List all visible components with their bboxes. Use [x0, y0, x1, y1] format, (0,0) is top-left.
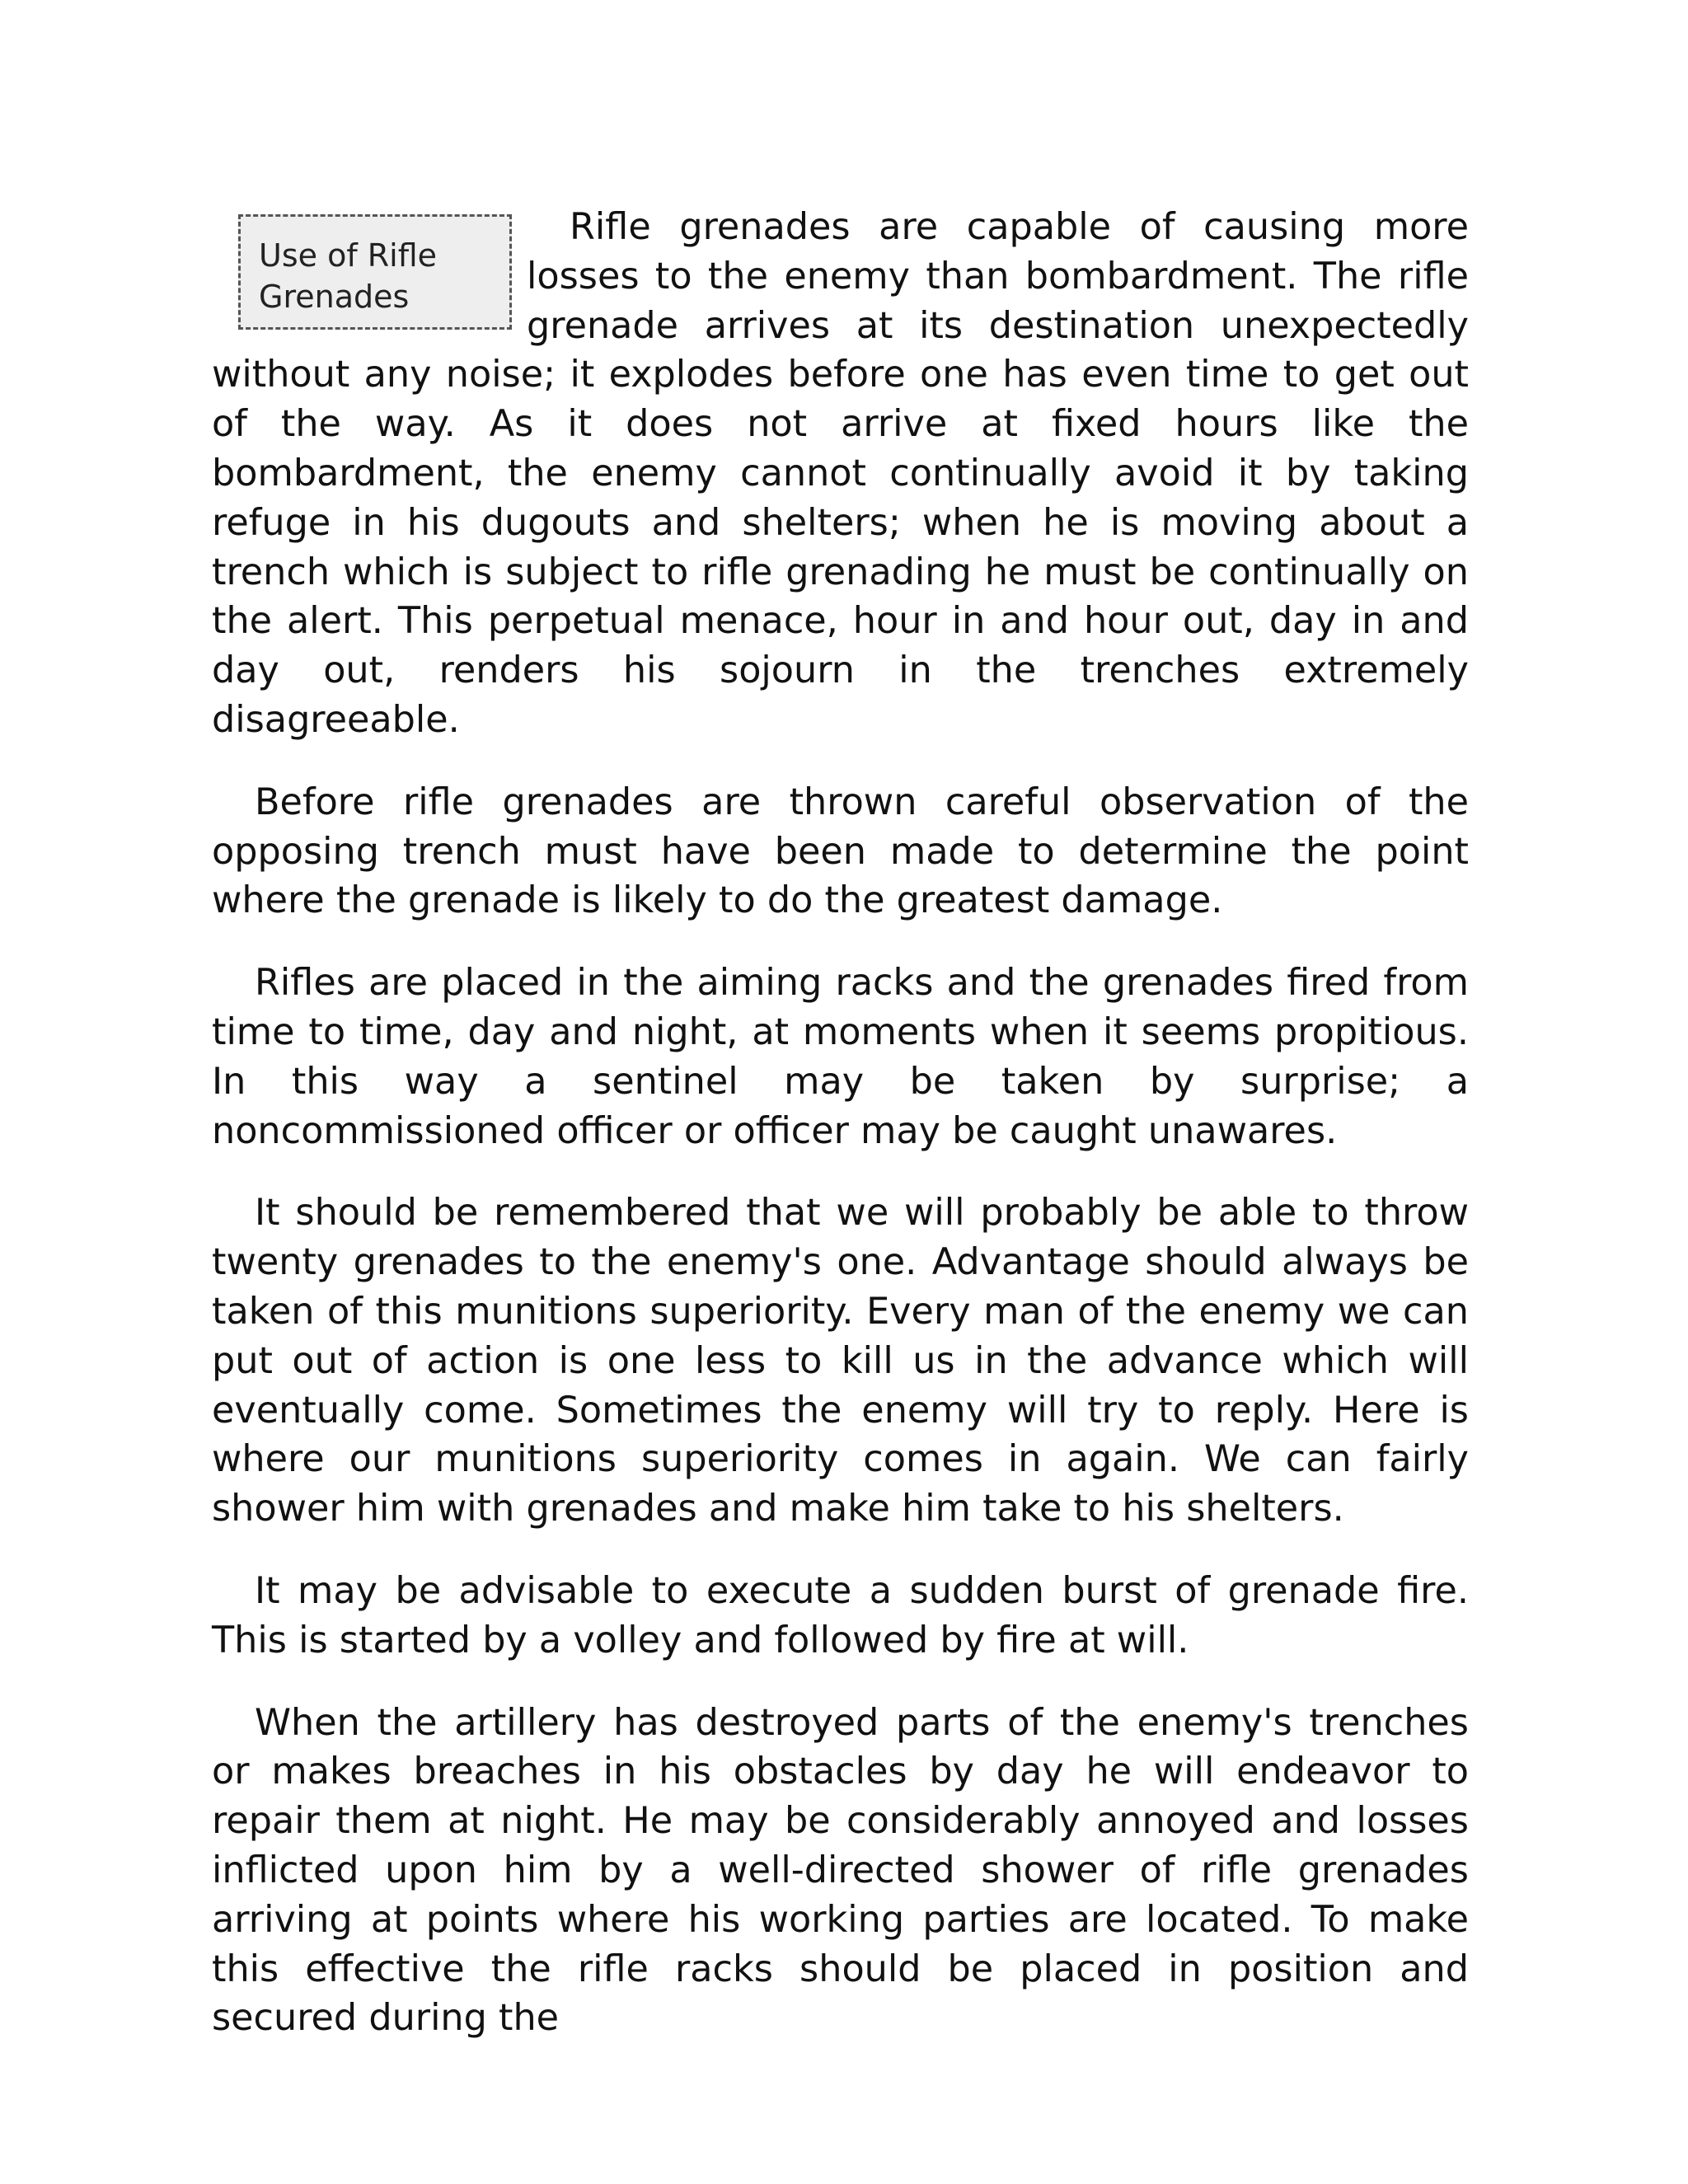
paragraph-1 — [212, 203, 1469, 745]
paragraph-4: It should be remembered that we will probably be able to throw twenty grenades to the enemy's one. Advantage should always be taken of this munitions superiority. Every man of the enemy we can put out of action is one less to kill us in the advance which will eventually come. Sometimes the enemy will try to reply. Here is where our munitions superiority comes in again. We can fairly shower him with grenades and make him take to his shelters. — [212, 1192, 1469, 1530]
paragraph-5: It may be advisable to execute a sudden burst of grenade fire. This is started by a volley and followed by fire at will. — [212, 1569, 1469, 1661]
paragraph-1-text: Rifle grenades are capable of causing more losses to the enemy than bombardment. The rifle grenade arrives at its destination unexpectedly without any noise; it explodes before one has even time to get out of the way. As it does not arrive at fixed hours like the bombardment, the enemy cannot continually avoid it by taking refuge in his dugouts and shelters; when he is moving about a trench which is subject to rifle grenading he must be continually on the alert. This perpetual menace, hour in and hour out, day in and day out, renders his sojourn in the trenches extremely disagreeable. — [212, 206, 1469, 741]
paragraph-3: Rifles are placed in the aiming racks and the grenades fired from time to time, day and night, at moments when it seems propitious. In this way a sentinel may be taken by surprise; a noncommissioned officer or officer may be caught unawares. — [212, 962, 1469, 1152]
document-page — [212, 203, 1469, 2076]
paragraph-6: When the artillery has destroyed parts of the enemy's trenches or makes breaches in his obstacles by day he will endeavor to repair them at night. He may be considerably annoyed and losses inflicted upon him by a well-directed shower of rifle grenades arriving at points where his working parties are located. To make this effective the rifle racks should be placed in position and secured during the — [212, 1701, 1469, 2040]
sidenote-box: Use of Rifle Grenades — [238, 214, 512, 330]
paragraph-2: Before rifle grenades are thrown careful observation of the opposing trench must have been made to determine the point where the grenade is likely to do the greatest damage. — [212, 780, 1469, 922]
